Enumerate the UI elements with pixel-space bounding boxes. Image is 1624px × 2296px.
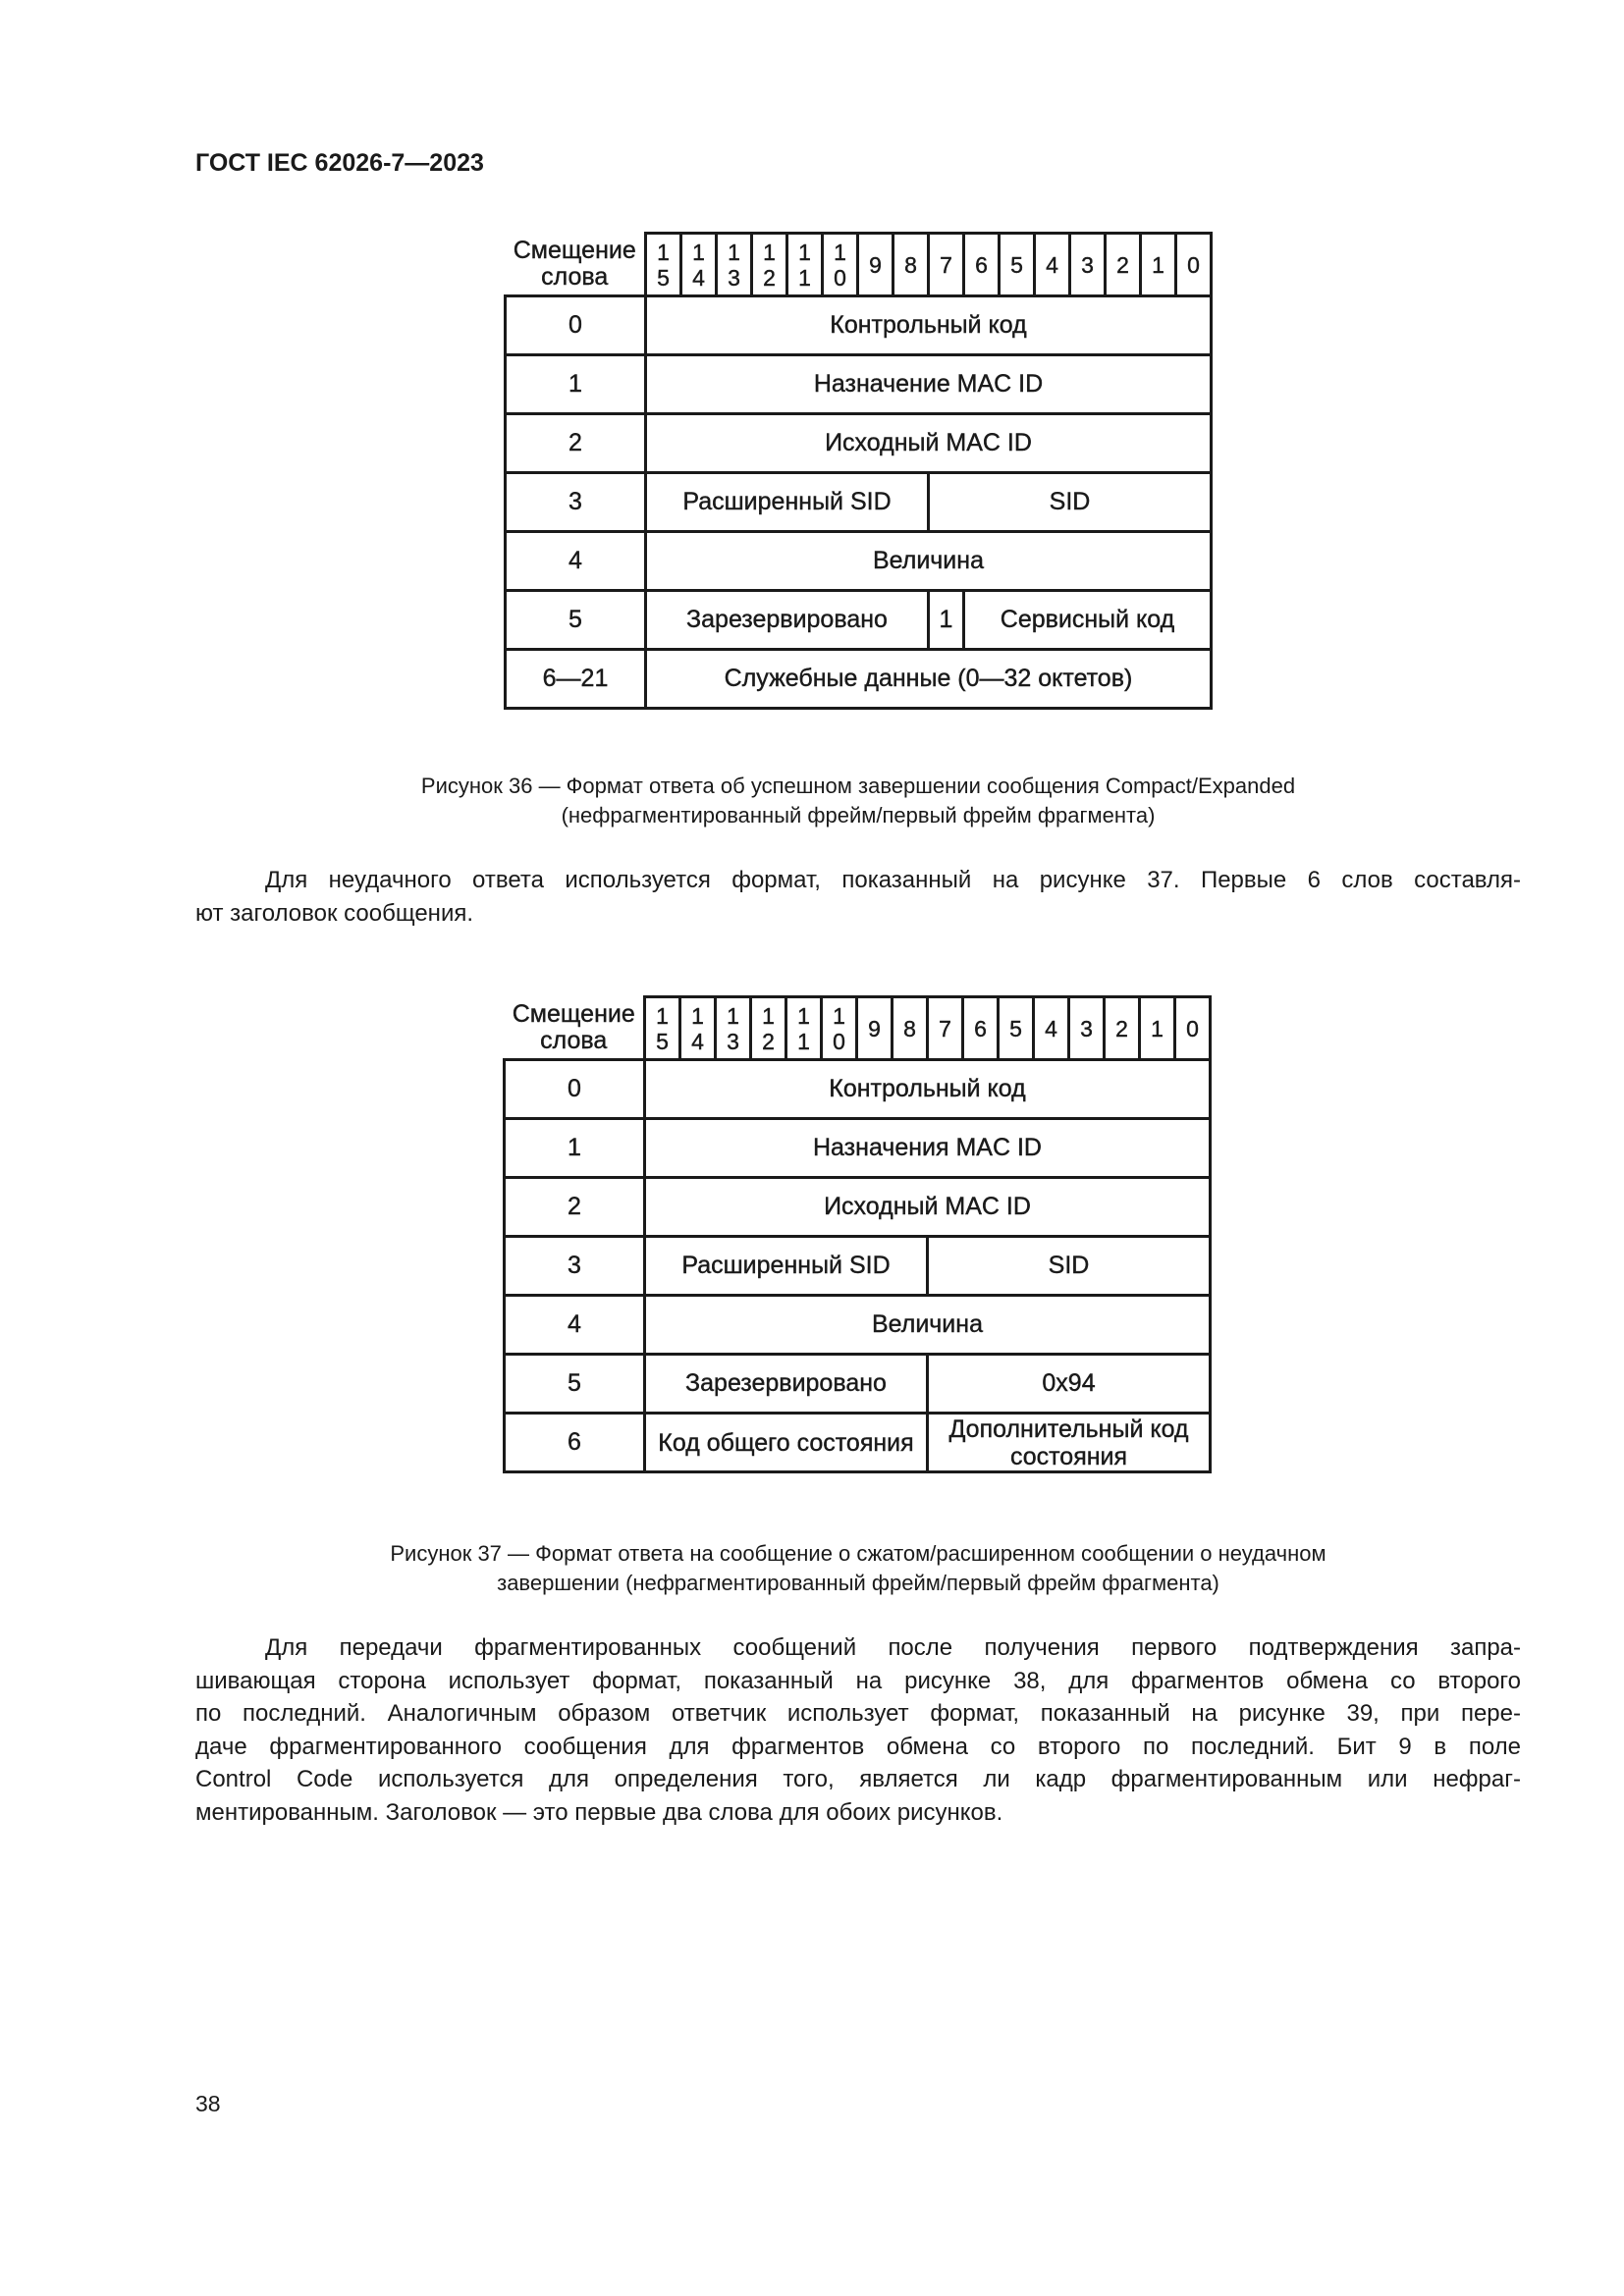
figure-37-table	[503, 995, 1212, 1473]
bit-header: 12	[751, 997, 786, 1060]
table-row	[505, 1119, 1211, 1178]
field-cell: Контрольный код	[645, 1060, 1211, 1119]
bit-header: 13	[716, 997, 751, 1060]
field-cell: Назначение MAC ID	[646, 355, 1212, 414]
caption-line: завершении (нефрагментированный фрейм/первый фрейм фрагмента)	[497, 1571, 1219, 1595]
bit-header: 11	[786, 997, 822, 1060]
field-cell: Зарезервировано	[645, 1355, 928, 1414]
paragraph-line: Control Code используется для определения того, является ли кадр фрагментированным или нефраг-	[195, 1766, 1521, 1792]
offset-cell: 1	[505, 1119, 645, 1178]
field-cell: Исходный MAC ID	[645, 1178, 1211, 1237]
offset-cell: 0	[506, 296, 646, 355]
field-cell: Величина	[646, 532, 1212, 591]
field-cell: Величина	[645, 1296, 1211, 1355]
field-cell: Расширенный SID	[646, 473, 929, 532]
caption-line: Рисунок 36 — Формат ответа об успешном завершении сообщения Compact/Expanded	[420, 774, 1296, 798]
offset-cell: 3	[505, 1237, 645, 1296]
paragraph-2	[195, 1631, 1521, 1829]
page-number: 38	[195, 2091, 221, 2116]
paragraph-line: шивающая сторона использует формат, показанный на рисунке 38, для фрагментов обмена со второго	[195, 1667, 1521, 1694]
offset-header: Смещение слова	[505, 997, 645, 1060]
offset-cell: 4	[506, 532, 646, 591]
offset-cell: 2	[505, 1178, 645, 1237]
bit-header: 7	[928, 997, 963, 1060]
table-header-row	[506, 234, 1212, 296]
bit-header: 8	[893, 997, 928, 1060]
bit-header: 14	[681, 234, 717, 296]
paragraph-line: по последний. Аналогичным образом ответчик использует формат, показанный на рисунке 39, при пере-	[195, 1700, 1521, 1727]
bit-header: 9	[857, 997, 893, 1060]
figure-36-caption	[195, 772, 1521, 830]
table-row	[506, 591, 1212, 650]
offset-cell: 6—21	[506, 650, 646, 709]
table-row	[506, 473, 1212, 532]
bit-header: 15	[645, 997, 680, 1060]
bit-header: 15	[646, 234, 681, 296]
field-cell: 0x94	[928, 1355, 1211, 1414]
bit-header: 6	[964, 234, 1000, 296]
offset-cell: 2	[506, 414, 646, 473]
bit-header: 0	[1175, 997, 1211, 1060]
bit-header: 8	[893, 234, 929, 296]
bit-header: 7	[929, 234, 964, 296]
offset-cell: 0	[505, 1060, 645, 1119]
bit-header: 13	[717, 234, 752, 296]
table-row	[505, 1237, 1211, 1296]
bit-header: 3	[1070, 234, 1106, 296]
field-cell: Расширенный SID	[645, 1237, 928, 1296]
paragraph-line: Для неудачного ответа используется формат, показанный на рисунке 37. Первые 6 слов составля-	[265, 867, 1521, 893]
field-cell: Зарезервировано	[646, 591, 929, 650]
bit-header: 5	[1000, 234, 1035, 296]
table-row	[506, 296, 1212, 355]
paragraph-line: Для передачи фрагментированных сообщений после получения первого подтверждения запра-	[265, 1634, 1521, 1661]
bit-header: 6	[963, 997, 999, 1060]
figure-36-table	[504, 232, 1213, 710]
bit-header: 9	[858, 234, 893, 296]
table-row	[506, 355, 1212, 414]
field-cell: Контрольный код	[646, 296, 1212, 355]
paragraph-line: даче фрагментированного сообщения для фрагментов обмена со второго по последний. Бит 9 в поле	[195, 1733, 1521, 1760]
field-cell: Код общего состояния	[645, 1414, 928, 1472]
offset-cell: 4	[505, 1296, 645, 1355]
bit-value-cell: 1	[929, 591, 964, 650]
bit-header: 1	[1141, 234, 1176, 296]
paragraph-1	[195, 864, 1521, 930]
bit-header: 2	[1105, 997, 1140, 1060]
caption-line: Рисунок 37 — Формат ответа на сообщение о сжатом/расширенном сообщении о неудачном	[390, 1541, 1326, 1566]
table-row	[505, 1414, 1211, 1472]
caption-line: (нефрагментированный фрейм/первый фрейм фрагмента)	[561, 803, 1156, 828]
paragraph-line: ют заголовок сообщения.	[195, 899, 474, 927]
table-row	[505, 1296, 1211, 1355]
field-cell: Назначения MAC ID	[645, 1119, 1211, 1178]
table-header-row	[505, 997, 1211, 1060]
table-row	[506, 414, 1212, 473]
bit-header: 14	[680, 997, 716, 1060]
bit-header: 12	[752, 234, 787, 296]
field-cell: SID	[928, 1237, 1211, 1296]
field-cell: Сервисный код	[964, 591, 1212, 650]
bit-header: 11	[787, 234, 823, 296]
bit-header: 10	[822, 997, 857, 1060]
table-row	[506, 650, 1212, 709]
table-row	[506, 532, 1212, 591]
bit-header: 4	[1034, 997, 1069, 1060]
bit-header: 1	[1140, 997, 1175, 1060]
field-cell: Служебные данные (0—32 октетов)	[646, 650, 1212, 709]
bit-header: 4	[1035, 234, 1070, 296]
field-cell: SID	[929, 473, 1212, 532]
figure-37-caption	[195, 1539, 1521, 1598]
table-row	[505, 1355, 1211, 1414]
bit-header: 0	[1176, 234, 1212, 296]
offset-cell: 5	[505, 1355, 645, 1414]
offset-cell: 6	[505, 1414, 645, 1472]
bit-header: 10	[823, 234, 858, 296]
bit-header: 5	[999, 997, 1034, 1060]
document-title: ГОСТ IEC 62026-7—2023	[195, 149, 484, 177]
offset-cell: 1	[506, 355, 646, 414]
paragraph-line: ментированным. Заголовок — это первые два слова для обоих рисунков.	[195, 1798, 1003, 1826]
field-cell: Исходный MAC ID	[646, 414, 1212, 473]
table-row	[505, 1178, 1211, 1237]
offset-header: Смещение слова	[506, 234, 646, 296]
offset-cell: 3	[506, 473, 646, 532]
field-cell: Дополнительный код состояния	[928, 1414, 1211, 1472]
table-row	[505, 1060, 1211, 1119]
bit-header: 3	[1069, 997, 1105, 1060]
bit-header: 2	[1106, 234, 1141, 296]
offset-cell: 5	[506, 591, 646, 650]
